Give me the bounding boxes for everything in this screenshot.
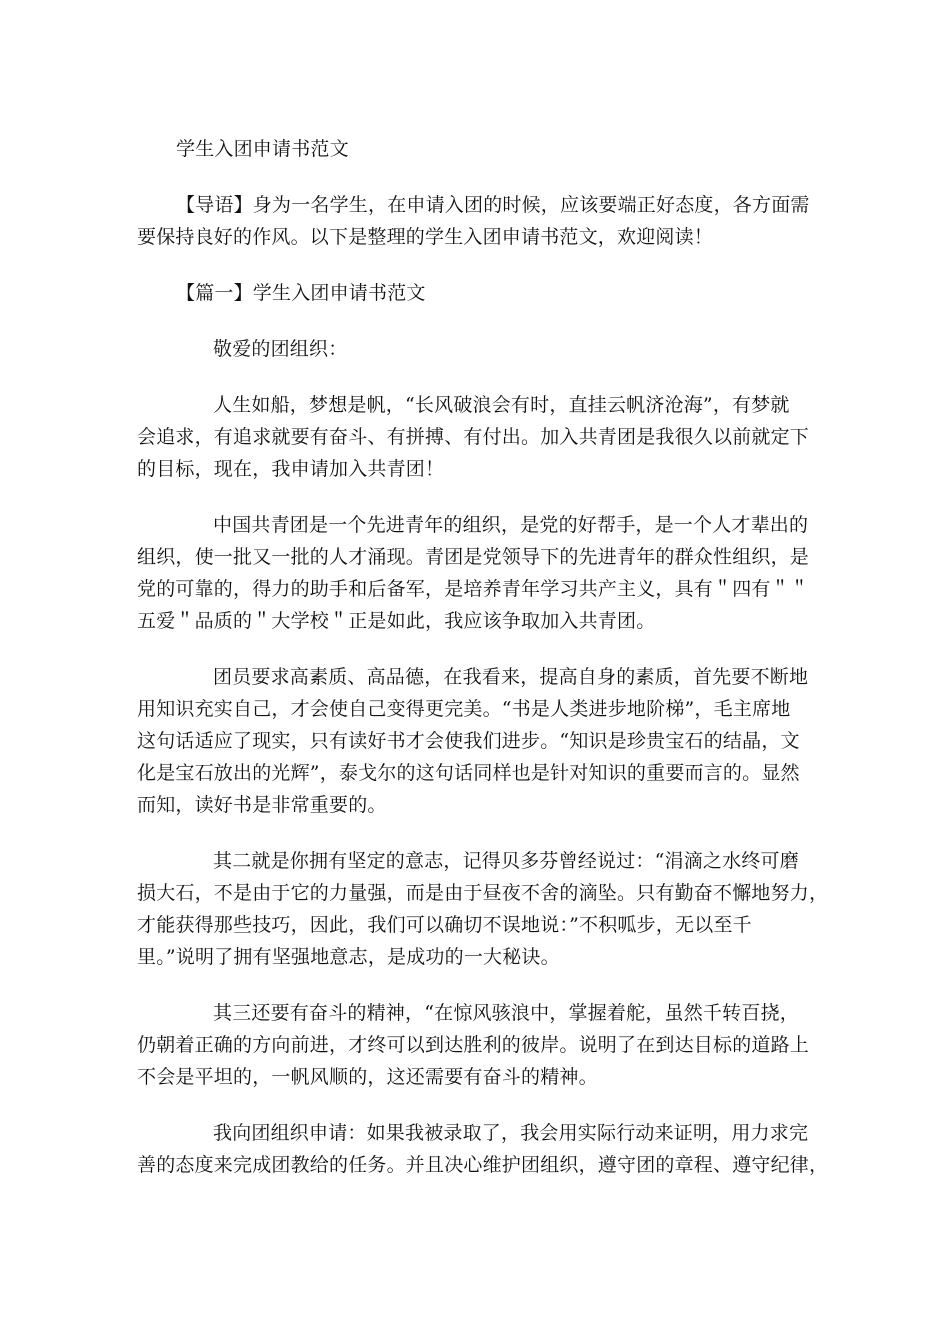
paragraph-line: 党的可靠的，得力的助手和后备军，是培养青年学习共产主义，具有＂四有＂＂ (137, 578, 810, 600)
paragraph-line: 不会是平坦的，一帆风顺的，这还需要有奋斗的精神。 (137, 1066, 598, 1088)
paragraph-line: 中国共青团是一个先进青年的组织，是党的好帮手，是一个人才辈出的 (213, 514, 809, 536)
paragraph-line: 用知识充实自己，才会使自己变得更完美。“书是人类进步地阶梯”，毛主席地 (137, 698, 791, 720)
paragraph-line: 仍朝着正确的方向前进，才终可以到达胜利的彼岸。说明了在到达目标的道路上 (137, 1034, 810, 1056)
paragraph-line: 而知，读好书是非常重要的。 (137, 794, 387, 816)
paragraph-line: 人生如船，梦想是帆，“长风破浪会有时，直挂云帆济沧海”，有梦就 (213, 394, 790, 416)
paragraph-line: 的目标，现在，我申请加入共青团！ (137, 458, 445, 480)
paragraph-line: 我向团组织申请：如果我被录取了，我会用实际行动来证明，用力求完 (213, 1122, 809, 1144)
paragraph-line: 损大石，不是由于它的力量强，而是由于昼夜不舍的滴坠。只有勤奋不懈地努力， (137, 882, 829, 904)
paragraph-line: 才能获得那些技巧，因此，我们可以确切不误地说：”不积呱步，无以至千 (137, 914, 752, 936)
paragraph-line: 善的态度来完成团教给的任务。并且决心维护团组织，遵守团的章程、遵守纪律， (137, 1154, 829, 1176)
paragraph-line: 化是宝石放出的光辉”，泰戈尔的这句话同样也是针对知识的重要而言的。显然 (137, 762, 800, 784)
paragraph-line: 会追求，有追求就要有奋斗、有拼搏、有付出。加入共青团是我很久以前就定下 (137, 426, 810, 448)
paragraph-line: 五爱＂品质的＂大学校＂正是如此，我应该争取加入共青团。 (137, 610, 656, 632)
section-heading: 【篇一】学生入团申请书范文 (176, 282, 426, 304)
salutation: 敬爱的团组织： (213, 338, 348, 360)
intro-line: 【导语】身为一名学生，在申请入团的时候，应该要端正好态度，各方面需 (176, 194, 810, 216)
intro-line: 要保持良好的作风。以下是整理的学生入团申请书范文，欢迎阅读！ (137, 226, 714, 248)
paragraph-line: 里。”说明了拥有坚强地意志，是成功的一大秘诀。 (137, 946, 560, 968)
paragraph-line: 其三还要有奋斗的精神，“在惊风骇浪中，掌握着舵，虽然千转百挠， (213, 1002, 799, 1024)
paragraph-line: 团员要求高素质、高品德，在我看来，提高自身的素质，首先要不断地 (213, 666, 809, 688)
document-title: 学生入团申请书范文 (176, 138, 349, 160)
paragraph-line: 其二就是你拥有坚定的意志，记得贝多芬曾经说过：“涓滴之水终可磨 (213, 850, 799, 872)
paragraph-line: 这句话适应了现实，只有读好书才会使我们进步。“知识是珍贵宝石的结晶，文 (137, 730, 800, 752)
paragraph-line: 组织，使一批又一批的人才涌现。青团是党领导下的先进青年的群众性组织，是 (137, 546, 810, 568)
